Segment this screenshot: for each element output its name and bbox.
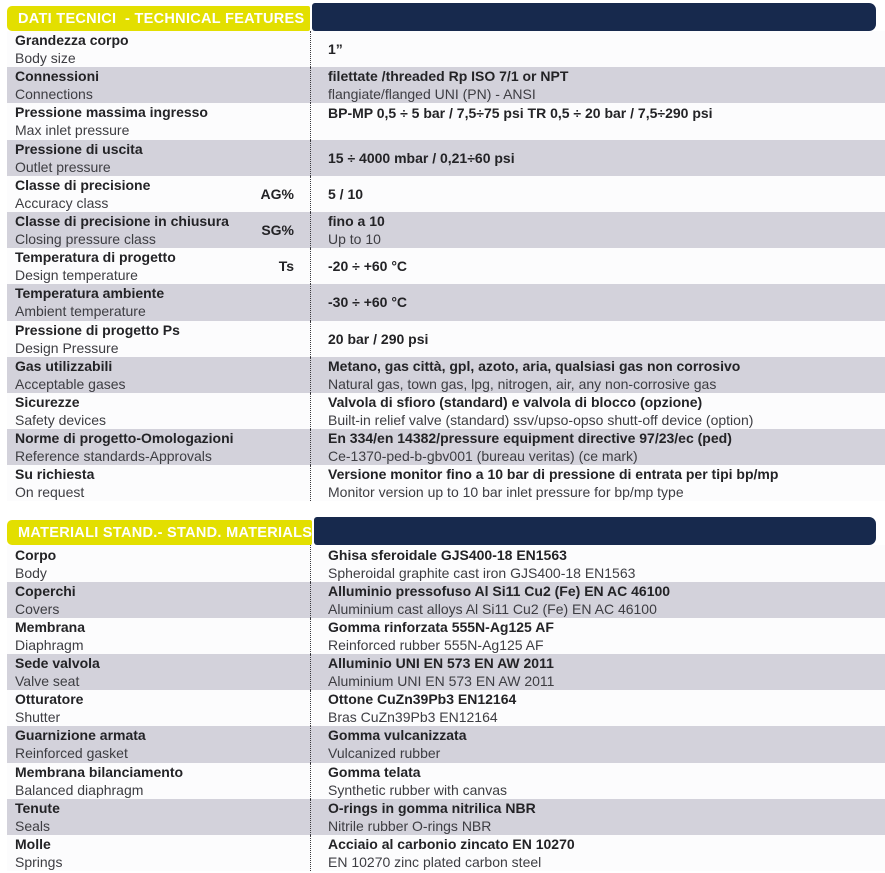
row-left-column — [7, 103, 310, 139]
row-value-line: Metano, gas città, gpl, azoto, aria, qualsiasi gas non corrosivo — [328, 357, 741, 374]
table-title-chip — [7, 520, 312, 545]
row-left-column — [7, 654, 310, 690]
row-left-column — [7, 429, 310, 465]
table-row — [7, 393, 885, 429]
row-left-column — [7, 582, 310, 618]
row-values — [311, 284, 885, 320]
row-labels — [7, 321, 248, 357]
row-value-line: Natural gas, town gas, lpg, nitrogen, air, any non-corrosive gas — [328, 375, 717, 392]
row-values — [311, 726, 885, 762]
row-value-line: Gomma rinforzata 555N-Ag125 AF — [328, 618, 554, 635]
row-left-column — [7, 465, 310, 501]
row-value-line: Up to 10 — [328, 231, 381, 248]
row-label-italian: Membrana — [15, 618, 86, 635]
table-row — [7, 212, 885, 248]
row-labels — [7, 67, 248, 103]
row-value-line: 1” — [328, 41, 343, 58]
row-code — [248, 429, 310, 465]
row-code — [248, 835, 310, 871]
row-left-column — [7, 545, 310, 581]
row-label-italian: Temperatura ambiente — [15, 285, 165, 302]
row-value-line: Synthetic rubber with canvas — [328, 781, 507, 798]
row-code — [248, 31, 310, 67]
row-labels — [7, 835, 248, 871]
table-header — [7, 3, 885, 31]
row-code — [248, 726, 310, 762]
row-value-line: En 334/en 14382/pressure equipment directive 97/23/ec (ped) — [328, 430, 732, 447]
row-labels — [7, 429, 248, 465]
row-code — [248, 654, 310, 690]
row-value-line: Vulcanized rubber — [328, 745, 441, 762]
row-left-column — [7, 799, 310, 835]
row-code — [248, 618, 310, 654]
row-value-line: Reinforced rubber 555N-Ag125 AF — [328, 636, 544, 653]
row-label-italian: Connessioni — [15, 68, 100, 85]
row-label-english: Balanced diaphragm — [15, 781, 144, 798]
row-label-english: Body — [15, 564, 47, 581]
row-labels — [7, 284, 248, 320]
row-code — [248, 393, 310, 429]
row-values — [311, 31, 885, 67]
table-row — [7, 835, 885, 871]
table-row — [7, 140, 885, 176]
table-row — [7, 67, 885, 103]
technical-features-table — [7, 3, 885, 501]
table-row — [7, 654, 885, 690]
row-value-line: Alluminio pressofuso Al Si11 Cu2 (Fe) EN AC 46100 — [328, 582, 671, 599]
row-label-italian: Pressione massima ingresso — [15, 104, 208, 121]
row-labels — [7, 654, 248, 690]
row-values — [311, 140, 885, 176]
row-label-italian: Sede valvola — [15, 655, 100, 672]
row-value-line: Monitor version up to 10 bar inlet pressure for bp/mp type — [328, 484, 684, 501]
row-left-column — [7, 67, 310, 103]
table-row — [7, 176, 885, 212]
row-label-italian: Classe di precisione in chiusura — [15, 213, 229, 230]
row-label-italian: Molle — [15, 836, 51, 853]
row-labels — [7, 726, 248, 762]
row-code: Ts — [278, 258, 294, 275]
row-labels — [7, 140, 248, 176]
row-value-line: Spheroidal graphite cast iron GJS400-18 EN1563 — [328, 564, 636, 581]
row-label-english: Max inlet pressure — [15, 122, 130, 139]
row-values — [311, 212, 885, 248]
row-label-english: Safety devices — [15, 411, 107, 428]
table-row — [7, 690, 885, 726]
row-label-italian: Classe di precisione — [15, 176, 151, 193]
row-value-line: -20 ÷ +60 °C — [328, 258, 408, 275]
row-label-italian: Coperchi — [15, 582, 76, 599]
row-left-column — [7, 763, 310, 799]
row-values — [311, 545, 885, 581]
row-label-english: Design temperature — [15, 267, 138, 284]
row-value-line: flangiate/flanged UNI (PN) - ANSI — [328, 86, 536, 103]
table-row — [7, 357, 885, 393]
table-row — [7, 582, 885, 618]
row-value-line: filettate /threaded Rp ISO 7/1 or NPT — [328, 68, 569, 85]
row-values — [311, 763, 885, 799]
row-values — [311, 799, 885, 835]
row-label-italian: Tenute — [15, 799, 60, 816]
row-label-italian: Temperatura di progetto — [15, 249, 176, 266]
row-code: AG% — [260, 185, 294, 202]
row-value-line: Ce-1370-ped-b-gbv001 (bureau veritas) (ce mark) — [328, 448, 638, 465]
row-left-column — [7, 618, 310, 654]
row-label-english: Diaphragm — [15, 636, 84, 653]
table-row — [7, 465, 885, 501]
row-labels — [7, 31, 248, 67]
table-row — [7, 284, 885, 320]
row-values — [311, 654, 885, 690]
row-labels — [7, 357, 248, 393]
row-labels — [7, 212, 248, 248]
row-label-italian: Sicurezze — [15, 393, 80, 410]
row-values — [311, 321, 885, 357]
row-label-english: Springs — [15, 854, 63, 871]
row-values — [311, 429, 885, 465]
row-label-english: On request — [15, 484, 85, 501]
row-label-english: Closing pressure class — [15, 231, 156, 248]
row-left-column — [7, 31, 310, 67]
table-title: DATI TECNICI - TECHNICAL FEATURES — [18, 10, 305, 27]
row-label-italian: Su richiesta — [15, 466, 95, 483]
header-bar — [312, 3, 876, 31]
row-values — [311, 618, 885, 654]
row-value-line: Nitrile rubber O-rings NBR — [328, 817, 492, 834]
row-label-italian: Grandezza corpo — [15, 32, 129, 49]
header-bar — [314, 517, 876, 545]
table-row — [7, 248, 885, 284]
table-row — [7, 429, 885, 465]
row-code — [248, 545, 310, 581]
row-label-italian: Membrana bilanciamento — [15, 763, 184, 780]
row-label-english: Reinforced gasket — [15, 745, 128, 762]
row-label-italian: Guarnizione armata — [15, 727, 146, 744]
row-values — [311, 690, 885, 726]
table-rows — [7, 545, 885, 871]
row-code — [248, 67, 310, 103]
row-value-line: 15 ÷ 4000 mbar / 0,21÷60 psi — [328, 149, 515, 166]
row-left-column — [7, 140, 310, 176]
row-code — [248, 690, 310, 726]
row-value-line: Valvola di sfioro (standard) e valvola di blocco (opzione) — [328, 393, 703, 410]
row-labels — [7, 103, 248, 139]
row-code — [248, 321, 310, 357]
row-values — [311, 465, 885, 501]
row-label-italian: Norme di progetto-Omologazioni — [15, 430, 234, 447]
row-values — [311, 357, 885, 393]
table-rows — [7, 31, 885, 501]
row-labels — [7, 176, 248, 212]
row-value-line: Aluminium UNI EN 573 EN AW 2011 — [328, 673, 555, 690]
row-label-italian: Corpo — [15, 546, 57, 563]
row-value-line: 5 / 10 — [328, 185, 364, 202]
row-left-column — [7, 176, 310, 212]
row-left-column — [7, 835, 310, 871]
row-value-line: Built-in relief valve (standard) ssv/upso-opso shutt-off device (option) — [328, 411, 754, 428]
row-value-line: Acciaio al carbonio zincato EN 10270 — [328, 836, 575, 853]
table-row — [7, 103, 885, 139]
row-left-column — [7, 212, 310, 248]
row-value-line: 20 bar / 290 psi — [328, 330, 429, 347]
row-left-column — [7, 393, 310, 429]
row-label-english: Design Pressure — [15, 339, 119, 356]
row-label-english: Acceptable gases — [15, 375, 126, 392]
row-label-english: Connections — [15, 86, 93, 103]
row-left-column — [7, 321, 310, 357]
row-code — [248, 284, 310, 320]
row-label-english: Reference standards-Approvals — [15, 448, 212, 465]
row-value-line: -30 ÷ +60 °C — [328, 294, 408, 311]
row-value-line: EN 10270 zinc plated carbon steel — [328, 854, 542, 871]
table-title: MATERIALI STAND.- STAND. MATERIALS — [18, 524, 313, 541]
table-row — [7, 545, 885, 581]
row-labels — [7, 799, 248, 835]
table-row — [7, 618, 885, 654]
table-row — [7, 726, 885, 762]
row-code: SG% — [261, 222, 294, 239]
row-label-italian: Otturatore — [15, 691, 84, 708]
row-code — [248, 465, 310, 501]
row-value-line: O-rings in gomma nitrilica NBR — [328, 799, 536, 816]
row-values — [311, 67, 885, 103]
row-value-line: Versione monitor fino a 10 bar di pressione di entrata per tipi bp/mp — [328, 466, 779, 483]
row-label-english: Body size — [15, 50, 76, 67]
row-left-column — [7, 248, 310, 284]
row-label-english: Seals — [15, 817, 51, 834]
row-values — [311, 582, 885, 618]
row-labels — [7, 618, 248, 654]
row-code — [248, 357, 310, 393]
materials-table — [7, 517, 885, 871]
row-labels — [7, 545, 248, 581]
row-label-english: Outlet pressure — [15, 158, 111, 175]
row-labels — [7, 582, 248, 618]
row-left-column — [7, 284, 310, 320]
row-values — [311, 248, 885, 284]
row-code — [248, 103, 310, 139]
table-header — [7, 517, 885, 545]
row-value-line: fino a 10 — [328, 213, 385, 230]
row-label-english: Valve seat — [15, 673, 80, 690]
table-row — [7, 321, 885, 357]
table-title-chip — [7, 6, 310, 31]
row-code — [248, 140, 310, 176]
row-labels — [7, 763, 248, 799]
row-value-line: Ghisa sferoidale GJS400-18 EN1563 — [328, 546, 567, 563]
row-left-column — [7, 690, 310, 726]
row-label-english: Accuracy class — [15, 194, 109, 211]
row-labels — [7, 248, 248, 284]
table-row — [7, 31, 885, 67]
row-label-english: Shutter — [15, 709, 61, 726]
row-value-line: Ottone CuZn39Pb3 EN12164 — [328, 691, 517, 708]
row-value-line: Aluminium cast alloys Al Si11 Cu2 (Fe) EN AC 46100 — [328, 600, 657, 617]
row-values — [311, 103, 885, 139]
row-left-column — [7, 726, 310, 762]
row-label-italian: Pressione di progetto Ps — [15, 321, 180, 338]
row-label-italian: Gas utilizzabili — [15, 357, 113, 374]
row-value-line: Alluminio UNI EN 573 EN AW 2011 — [328, 655, 554, 672]
row-code — [248, 582, 310, 618]
row-labels — [7, 690, 248, 726]
row-label-english: Covers — [15, 600, 60, 617]
row-value-line: Gomma telata — [328, 763, 421, 780]
row-label-italian: Pressione di uscita — [15, 140, 143, 157]
row-labels — [7, 465, 248, 501]
row-labels — [7, 393, 248, 429]
row-value-line: Bras CuZn39Pb3 EN12164 — [328, 709, 498, 726]
row-label-english: Ambient temperature — [15, 303, 146, 320]
row-value-line: Gomma vulcanizzata — [328, 727, 467, 744]
row-values — [311, 835, 885, 871]
row-left-column — [7, 357, 310, 393]
row-code — [248, 799, 310, 835]
table-row — [7, 763, 885, 799]
row-value-line: BP-MP 0,5 ÷ 5 bar / 7,5÷75 psi TR 0,5 ÷ 20 bar / 7,5÷290 psi — [328, 104, 713, 121]
row-values — [311, 393, 885, 429]
row-code — [248, 763, 310, 799]
row-values — [311, 176, 885, 212]
table-row — [7, 799, 885, 835]
